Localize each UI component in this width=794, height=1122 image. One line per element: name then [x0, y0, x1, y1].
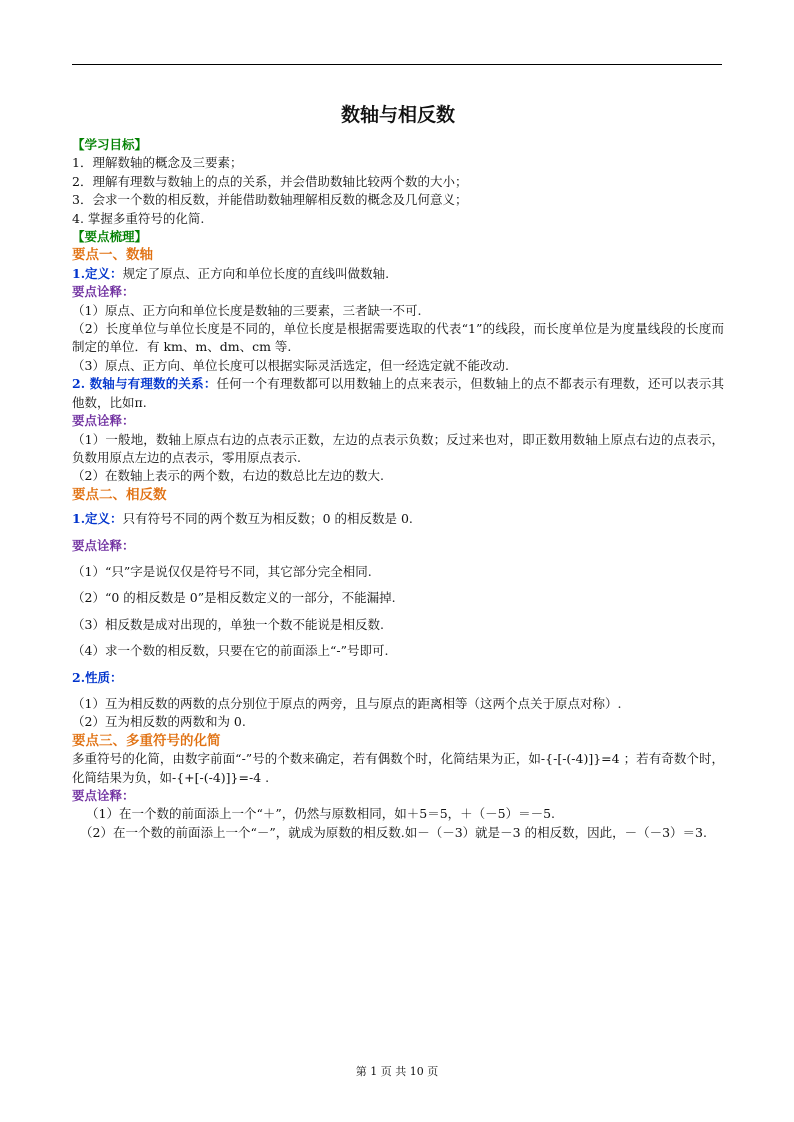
- note-label: 要点诠释：: [72, 537, 135, 553]
- note-item: （1）原点、正方向和单位长度是数轴的三要素，三者缺一不可.: [72, 302, 422, 318]
- note-item: （3）原点、正方向、单位长度可以根据实际灵活选定，但一经选定就不能改动.: [72, 357, 509, 373]
- note-item: （2）“0 的相反数是 0”是相反数定义的一部分，不能漏掉.: [72, 590, 396, 606]
- goal-item: 1．理解数轴的概念及三要素；: [72, 155, 243, 171]
- property-item: （1）互为相反数的两数的点分别位于原点的两旁，且与原点的距离相等（这两个点关于原点对称）.: [72, 695, 622, 711]
- note-label: 要点诠释：: [72, 413, 135, 429]
- note-item: （1）在一个数的前面添上一个“＋”，仍然与原数相同，如＋5＝5，＋（－5）＝－5.: [86, 806, 556, 822]
- point1-definition: [72, 265, 724, 283]
- property-label: 2.性质：: [72, 669, 123, 685]
- definition-label: 1.定义：: [72, 511, 123, 527]
- definition-text: 规定了原点、正方向和单位长度的直线叫做数轴.: [122, 265, 390, 281]
- note-label: 要点诠释：: [72, 284, 135, 300]
- point2-heading: 要点二、相反数: [72, 486, 167, 503]
- definition-text: 只有符号不同的两个数互为相反数；0 的相反数是 0.: [122, 511, 413, 527]
- goals-heading: 【学习目标】: [72, 137, 148, 152]
- point1-heading: 要点一、数轴: [72, 247, 153, 264]
- relation-text: 任何一个有理数都可以用数轴上的点来表示，但数轴上的点不都表示有理数，还可以表示其他数，比如π.: [72, 376, 724, 410]
- point1-relation: [72, 375, 724, 412]
- document-body: [72, 100, 724, 842]
- point2-definition: [72, 510, 724, 528]
- point3-heading: 要点三、多重符号的化简: [72, 732, 221, 749]
- note-item: （2）在一个数的前面添上一个“－”，就成为原数的相反数.如－（－3）就是－3 的相反数，因此，－（－3）＝3.: [80, 824, 707, 840]
- relation-label: 2. 数轴与有理数的关系：: [72, 376, 217, 392]
- note-item: （3）相反数是成对出现的，单独一个数不能说是相反数.: [72, 616, 384, 632]
- property-item: （2）互为相反数的两数和为 0.: [72, 714, 246, 730]
- note-item: （1）“只”字是说仅仅是符号不同，其它部分完全相同.: [72, 563, 372, 579]
- definition-label: 1.定义：: [72, 265, 123, 281]
- summary-heading: 【要点梳理】: [72, 229, 148, 245]
- goal-item: 3．会求一个数的相反数，并能借助数轴理解相反数的概念及几何意义；: [72, 192, 468, 208]
- note-item: （2）长度单位与单位长度是不同的，单位长度是根据需要选取的代表“1”的线段，而长度单位是为度量线段的长度而制定的单位．有 km、m、dm、cm 等.: [72, 321, 724, 355]
- point3-text: 多重符号的化简，由数字前面“-”号的个数来确定，若有偶数个时，化简结果为正，如-{-[-(-4)]}=4 ；若有奇数个时，化简结果为负，如-{+[-(-4)]}=-4 .: [72, 751, 724, 785]
- note-item: （4）求一个数的相反数，只要在它的前面添上“-”号即可.: [72, 643, 389, 659]
- page-title: 数轴与相反数: [340, 104, 455, 126]
- note-item: （1）一般地，数轴上原点右边的点表示正数，左边的点表示负数；反过来也对，即正数用数轴上原点右边的点表示，负数用原点左边的点表示，零用原点表示.: [72, 431, 724, 465]
- page-footer: 第 1 页 共 10 页: [355, 1065, 439, 1078]
- note-label: 要点诠释：: [72, 788, 135, 803]
- goal-item: 4. 掌握多重符号的化简.: [72, 210, 205, 226]
- note-item: （2）在数轴上表示的两个数，右边的数总比左边的数大.: [72, 468, 384, 484]
- goal-item: 2．理解有理数与数轴上的点的关系，并会借助数轴比较两个数的大小；: [72, 173, 468, 189]
- header-rule: [72, 64, 722, 65]
